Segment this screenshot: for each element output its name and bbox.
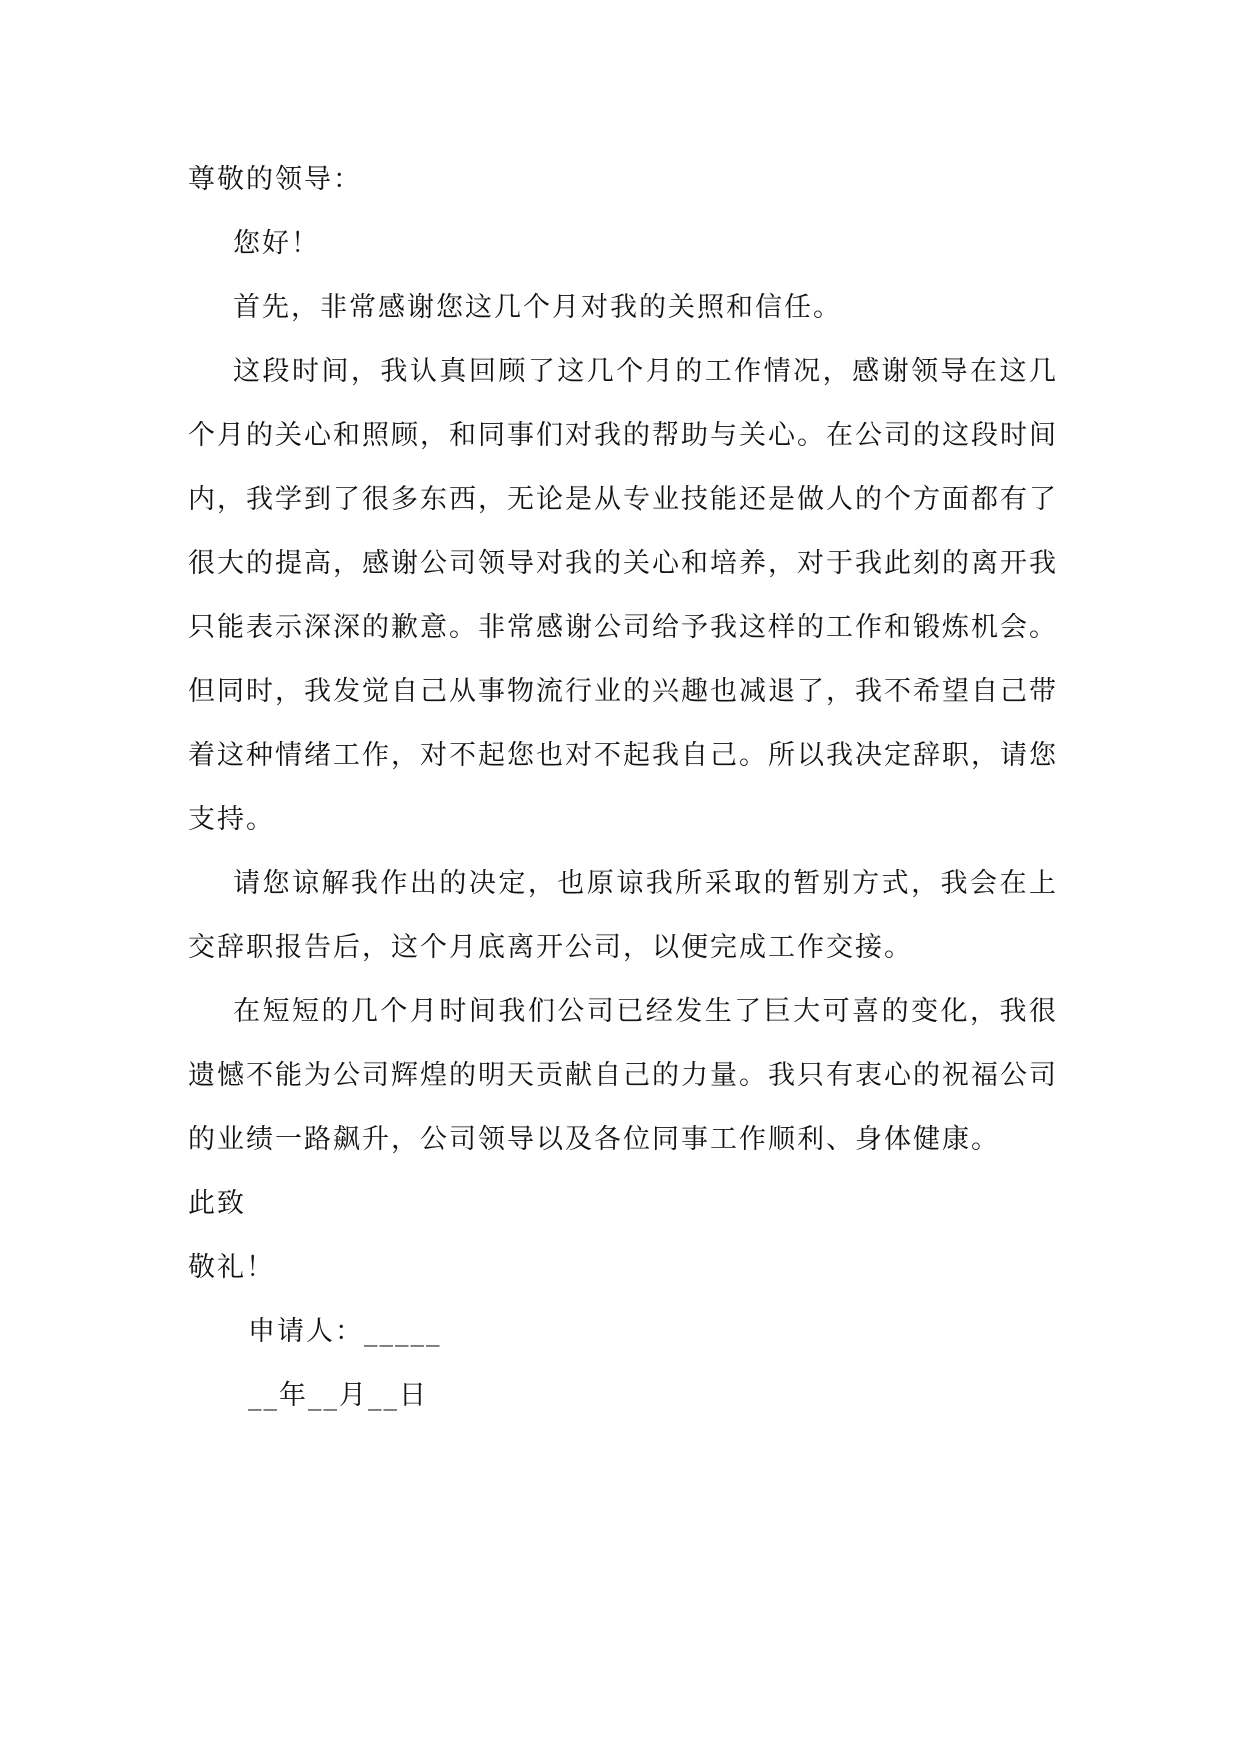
body-paragraph-3: 请您谅解我作出的决定，也原谅我所采取的暂别方式，我会在上交辞职报告后，这个月底离开公司，以便完成工作交接。 [188, 868, 1058, 963]
closing-line-2: 敬礼！ [188, 1252, 275, 1283]
body-paragraph-4: 在短短的几个月时间我们公司已经发生了巨大可喜的变化，我很遗憾不能为公司辉煌的明天贡献自己的力量。我只有衷心的祝福公司的业绩一路飙升，公司领导以及各位同事工作顺利、身体健康。 [188, 996, 1058, 1155]
resignation-letter [188, 148, 1058, 1428]
body-paragraph-1: 首先，非常感谢您这几个月对我的关照和信任。 [233, 292, 842, 323]
closing-line-1: 此致 [188, 1188, 246, 1219]
date-line: __年__月__日 [248, 1380, 428, 1411]
applicant-signature-line: 申请人：_____ [248, 1316, 442, 1347]
greeting: 您好！ [233, 228, 320, 259]
salutation: 尊敬的领导： [188, 164, 362, 195]
body-paragraph-2: 这段时间，我认真回顾了这几个月的工作情况，感谢领导在这几个月的关心和照顾，和同事们对我的帮助与关心。在公司的这段时间内，我学到了很多东西，无论是从专业技能还是做人的个方面都有了很大的提高，感谢公司领导对我的关心和培养，对于我此刻的离开我只能表示深深的歉意。非常感谢公司给予我这样的工作和锻炼机会。但同时，我发觉自己从事物流行业的兴趣也减退了，我不希望自己带着这种情绪工作，对不起您也对不起我自己。所以我决定辞职，请您支持。 [188, 356, 1058, 835]
